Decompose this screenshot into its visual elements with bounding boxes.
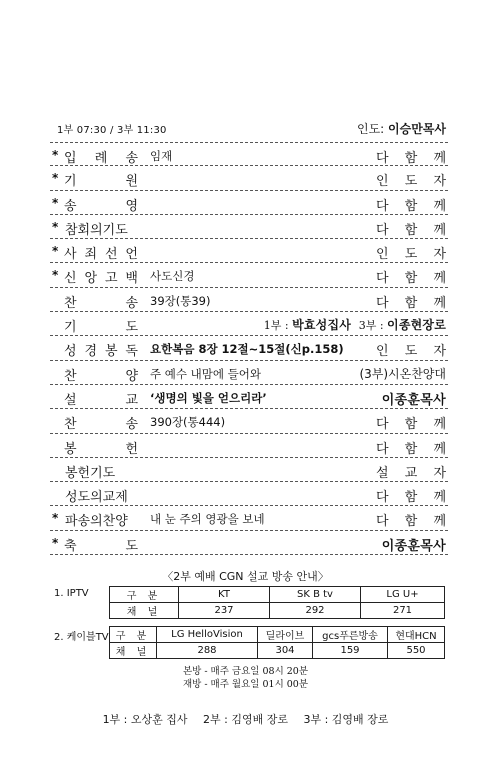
third-service-leader: 3부 : 김영배 장로 — [303, 713, 389, 726]
worship-item-detail: 390장(통444) — [150, 415, 226, 430]
worship-item-name: 성도의교제 — [65, 490, 128, 506]
prayer-leaders — [0, 711, 491, 727]
worship-item-role: (3부)시온찬양대 — [359, 366, 446, 381]
worship-role-char: 자 — [433, 247, 446, 263]
worship-item-char: 원 — [125, 174, 138, 190]
rerun-note: 재방 - 매주 월요일 01시 00분 — [182, 679, 309, 690]
worship-item-row — [50, 434, 448, 458]
worship-item-name — [64, 243, 138, 262]
worship-item-role — [376, 219, 446, 238]
worship-role-char: 함 — [404, 222, 418, 238]
table-cell: 구 분 — [110, 587, 179, 603]
worship-role-char: 함 — [404, 441, 418, 457]
worship-item-char: 양 — [125, 368, 138, 384]
iptv-table — [109, 586, 445, 619]
table-row — [110, 587, 445, 603]
worship-item-row — [50, 482, 448, 506]
worship-item-char: 신 — [64, 271, 77, 287]
worship-item-char: 독 — [125, 344, 138, 360]
worship-item-char: 례 — [94, 151, 108, 166]
first-service-prayer: 박효성집사 — [292, 318, 352, 333]
worship-item-name — [64, 413, 138, 432]
worship-item-char: 설 — [64, 392, 77, 408]
worship-item-char: 봉 — [64, 441, 77, 457]
worship-role-char: 께 — [433, 490, 446, 506]
table-cell: 292 — [270, 603, 361, 619]
worship-item-row — [50, 239, 448, 263]
worship-item-name — [64, 292, 138, 311]
worship-item-name — [64, 170, 138, 189]
table-cell: 550 — [388, 643, 445, 659]
required-star: * — [52, 535, 59, 550]
table-cell: LG U+ — [361, 587, 445, 603]
worship-role-char: 자 — [433, 465, 446, 481]
worship-role-char: 함 — [404, 490, 418, 506]
worship-item-role — [376, 147, 446, 166]
broadcast-title: 〈2부 예배 CGN 설교 방송 안내〉 — [162, 570, 329, 583]
worship-item-role — [376, 170, 446, 189]
worship-role-char: 함 — [404, 198, 418, 214]
worship-item-char: 경 — [84, 344, 98, 360]
worship-item-char: 죄 — [84, 247, 98, 263]
worship-item-name: 파송의찬양 — [65, 514, 128, 530]
worship-item-row — [50, 361, 448, 385]
table-cell: 304 — [258, 643, 313, 659]
worship-item-char: 도 — [125, 538, 138, 554]
worship-item-detail: ‘생명의 빛을 얻으리라’ — [150, 390, 267, 405]
table-row — [110, 627, 445, 643]
worship-role-char: 도 — [404, 247, 418, 263]
second-service-leader: 2부 : 김영배 장로 — [203, 713, 288, 726]
worship-item-char: 고 — [104, 271, 118, 287]
worship-role-char: 다 — [376, 490, 389, 506]
worship-item-name — [64, 147, 138, 166]
worship-role-char: 함 — [404, 295, 418, 311]
first-service-leader: 1부 : 오상훈 집사 — [102, 713, 188, 726]
worship-item-row — [50, 385, 448, 409]
table-cell: 딜라이브 — [258, 627, 313, 643]
worship-item-char: 입 — [64, 151, 77, 166]
worship-item-detail: 사도신경 — [150, 269, 195, 284]
table-cell: 구 분 — [110, 627, 157, 643]
iptv-label: 1. IPTV — [54, 588, 89, 599]
order-of-worship — [50, 142, 448, 555]
worship-item-char: 봉 — [104, 344, 118, 360]
required-star: * — [52, 244, 59, 259]
service-times: 1부 07:30 / 3부 11:30 — [57, 125, 167, 136]
leader-label: 인도: — [356, 122, 389, 136]
worship-role-char: 함 — [404, 151, 418, 166]
table-cell: LG HelloVision — [157, 627, 258, 643]
worship-item-char: 송 — [125, 417, 138, 433]
third-service-label: 3부 : — [358, 319, 388, 333]
table-cell: KT — [179, 587, 270, 603]
worship-item-role — [376, 267, 446, 286]
leader-name: 이승만목사 — [388, 122, 446, 136]
broadcast-notes — [0, 665, 491, 691]
worship-role-char: 께 — [433, 295, 446, 311]
worship-role-char: 다 — [376, 222, 389, 238]
cable-label: 2. 케이블TV — [54, 632, 109, 643]
worship-item-char: 축 — [64, 538, 77, 554]
worship-item-role — [376, 462, 446, 481]
worship-role-char: 께 — [433, 151, 446, 166]
worship-role-char: 인 — [376, 344, 389, 360]
required-star: * — [52, 171, 59, 186]
required-star: * — [52, 195, 59, 210]
worship-item-row — [50, 506, 448, 530]
worship-role-char: 도 — [404, 344, 418, 360]
worship-item-role — [376, 195, 446, 214]
worship-item-char: 기 — [64, 320, 77, 336]
worship-item-row — [50, 409, 448, 433]
table-cell: 채 널 — [110, 603, 179, 619]
worship-item-char: 헌 — [125, 441, 138, 457]
worship-role-char: 자 — [433, 344, 446, 360]
worship-item-row — [50, 458, 448, 482]
worship-role-char: 다 — [376, 417, 389, 433]
worship-role-char: 함 — [404, 514, 418, 530]
worship-role-char: 인 — [376, 174, 389, 190]
worship-item-name — [64, 267, 138, 286]
worship-item-role — [376, 438, 446, 457]
worship-role-char: 교 — [404, 465, 418, 481]
table-cell: SK B tv — [270, 587, 361, 603]
worship-item-detail: 임재 — [150, 149, 173, 163]
worship-role-char: 다 — [376, 198, 389, 214]
spacer — [351, 318, 359, 332]
worship-item-row — [50, 166, 448, 190]
worship-item-char: 선 — [104, 247, 118, 263]
worship-item-role — [376, 243, 446, 262]
worship-item-detail: 내 눈 주의 영광을 보네 — [150, 512, 265, 527]
worship-role-char: 께 — [433, 271, 446, 287]
worship-item-char: 송 — [125, 295, 138, 311]
worship-item-row — [50, 191, 448, 215]
worship-item-row — [50, 288, 448, 312]
table-row — [110, 643, 445, 659]
worship-item-char: 영 — [125, 198, 138, 214]
worship-role-char: 다 — [376, 151, 389, 166]
worship-item-name: 봉헌기도 — [65, 465, 116, 481]
worship-item-role — [376, 340, 446, 359]
worship-item-char: 사 — [64, 247, 77, 263]
worship-item-row — [50, 142, 448, 166]
worship-role-char: 께 — [433, 417, 446, 433]
worship-item-role: 이종훈목사 — [381, 392, 446, 408]
required-star: * — [52, 268, 59, 283]
first-service-label: 1부 : — [263, 319, 293, 333]
worship-item-char: 기 — [64, 174, 77, 190]
worship-item-char: 교 — [125, 392, 138, 408]
worship-item-name — [64, 195, 138, 214]
required-star: * — [52, 219, 59, 234]
worship-item-row — [50, 263, 448, 287]
cable-table — [109, 626, 445, 659]
worship-item-char: 찬 — [64, 417, 77, 433]
table-row — [110, 603, 445, 619]
worship-item-char: 송 — [125, 151, 138, 166]
required-star: * — [52, 511, 59, 526]
worship-item-name — [64, 365, 138, 384]
third-service-prayer: 이종현장로 — [387, 318, 446, 333]
worship-item-name: 참회의기도 — [65, 222, 128, 238]
worship-item-name — [64, 389, 138, 408]
bulletin-header — [52, 121, 448, 137]
worship-item-detail: 39장(통39) — [150, 293, 211, 308]
worship-role-char: 다 — [376, 514, 389, 530]
worship-role-char: 께 — [433, 222, 446, 238]
worship-item-detail: 주 예수 내맘에 들어와 — [150, 366, 261, 381]
worship-item-row — [50, 215, 448, 239]
worship-item-char: 찬 — [64, 368, 77, 384]
worship-role-char: 함 — [404, 271, 418, 287]
worship-item-role — [376, 486, 446, 505]
worship-item-name — [64, 316, 138, 335]
worship-role-char: 설 — [376, 465, 389, 481]
worship-role-char: 도 — [404, 174, 418, 190]
worship-role-char: 께 — [433, 441, 446, 457]
worship-item-char: 언 — [125, 247, 138, 263]
table-cell: 159 — [313, 643, 388, 659]
worship-role-char: 자 — [433, 174, 446, 190]
worship-item-name — [64, 438, 138, 457]
worship-item-char: 앙 — [84, 271, 98, 287]
worship-role-char: 께 — [433, 514, 446, 530]
worship-role-char: 다 — [376, 271, 389, 287]
worship-item-char: 송 — [64, 198, 77, 214]
table-cell: gcs푸른방송 — [313, 627, 388, 643]
worship-role-char: 께 — [433, 198, 446, 214]
table-cell: 271 — [361, 603, 445, 619]
worship-item-row — [50, 312, 448, 336]
worship-item-name — [64, 340, 138, 359]
service-leader — [357, 120, 446, 137]
worship-item-char: 찬 — [64, 295, 77, 311]
worship-item-row — [50, 336, 448, 360]
table-cell: 237 — [179, 603, 270, 619]
worship-item-char: 도 — [125, 320, 138, 336]
required-star: * — [52, 148, 59, 162]
worship-item-role — [376, 510, 446, 529]
prayer-leaders-by-service — [264, 316, 446, 333]
worship-role-char: 인 — [376, 247, 389, 263]
worship-role-char: 다 — [376, 295, 389, 311]
worship-item-role — [376, 292, 446, 311]
worship-item-char: 백 — [125, 271, 138, 287]
worship-item-detail: 요한복음 8장 12절~15절(신p.158) — [150, 342, 344, 357]
worship-role-char: 다 — [376, 441, 389, 457]
worship-item-name — [64, 535, 138, 554]
worship-item-role: 이종훈목사 — [381, 538, 446, 554]
worship-role-char: 함 — [404, 417, 418, 433]
worship-item-row — [50, 531, 448, 555]
worship-item-char: 성 — [64, 344, 77, 360]
table-cell: 현대HCN — [388, 627, 445, 643]
premiere-note: 본방 - 매주 금요일 08시 20분 — [182, 666, 309, 677]
table-cell: 288 — [157, 643, 258, 659]
table-cell: 채 널 — [110, 643, 157, 659]
worship-item-role — [376, 413, 446, 432]
